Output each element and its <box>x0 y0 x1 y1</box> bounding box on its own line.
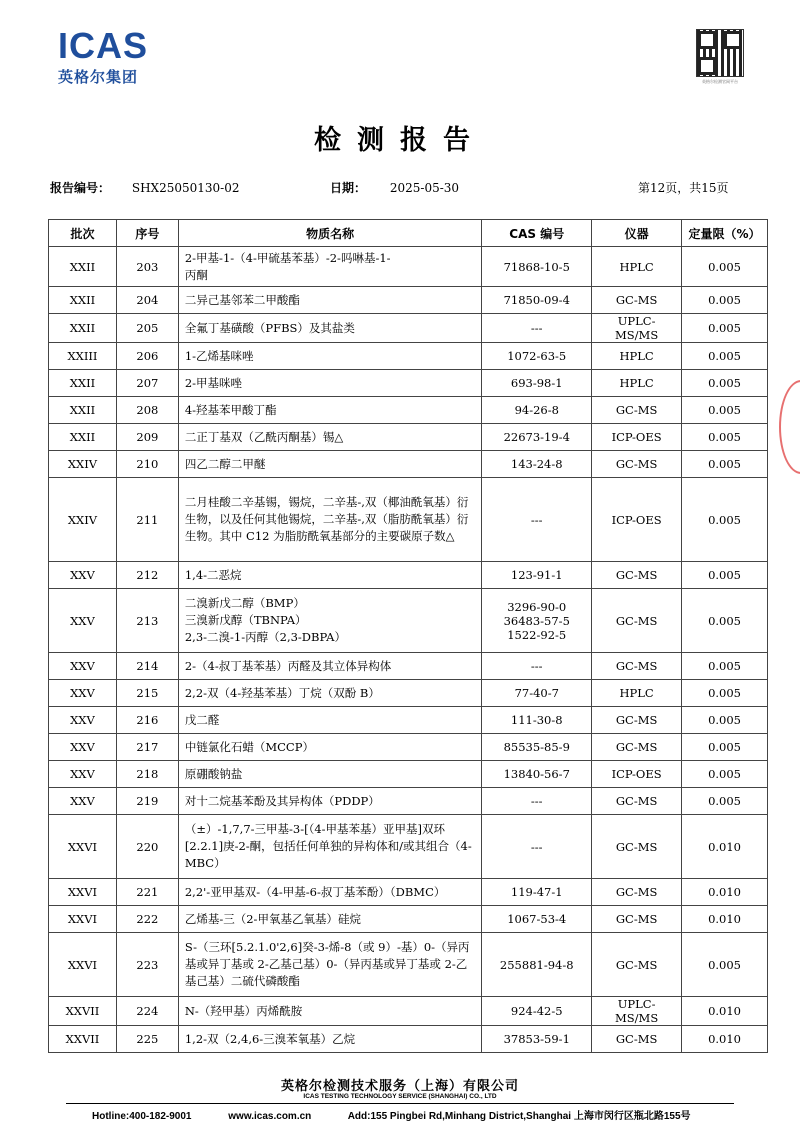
cell-name: S-（三环[5.2.1.0'2,6]癸-3-烯-8（或 9）-基）0-（异丙基或异丁基或 2-乙基己基）0-（异丙基或异丁基或 2-乙基己基）二硫代磷酸酯 <box>178 933 481 997</box>
cell-batch: XXV <box>49 653 117 680</box>
cell-inst: GC-MS <box>592 562 682 589</box>
cell-cas: 123-91-1 <box>482 562 592 589</box>
cell-batch: XXV <box>49 562 117 589</box>
cell-name: 四乙二醇二甲醚 <box>178 451 481 478</box>
cell-name: N-（羟甲基）丙烯酰胺 <box>178 997 481 1026</box>
table-row <box>49 761 768 788</box>
cell-batch: XXVI <box>49 933 117 997</box>
cell-name: 乙烯基-三（2-甲氧基乙氧基）硅烷 <box>178 906 481 933</box>
cell-no: 220 <box>116 815 178 879</box>
cell-inst: GC-MS <box>592 1026 682 1053</box>
cell-lim: 0.005 <box>682 343 768 370</box>
cell-lim: 0.005 <box>682 451 768 478</box>
cell-name: 二溴新戊二醇（BMP） 三溴新戊醇（TBNPA） 2,3-二溴-1-丙醇（2,3-DBPA） <box>178 589 481 653</box>
cell-batch: XXV <box>49 788 117 815</box>
cell-batch: XXVI <box>49 879 117 906</box>
cell-lim: 0.005 <box>682 397 768 424</box>
cell-cas: 143-24-8 <box>482 451 592 478</box>
report-number <box>50 179 239 196</box>
cell-name: 中链氯化石蜡（MCCP） <box>178 734 481 761</box>
table-row <box>49 478 768 562</box>
cell-lim: 0.010 <box>682 815 768 879</box>
cell-lim: 0.005 <box>682 287 768 314</box>
cell-no: 225 <box>116 1026 178 1053</box>
header-substance: 物质名称 <box>178 220 481 247</box>
cell-no: 207 <box>116 370 178 397</box>
cell-no: 223 <box>116 933 178 997</box>
cell-cas: 119-47-1 <box>482 879 592 906</box>
cell-lim: 0.005 <box>682 653 768 680</box>
cell-no: 217 <box>116 734 178 761</box>
cell-name: 戊二醛 <box>178 707 481 734</box>
cell-inst: GC-MS <box>592 589 682 653</box>
cell-lim: 0.010 <box>682 1026 768 1053</box>
qr-code-icon <box>696 29 744 77</box>
report-number-value: SHX25050130-02 <box>131 181 240 195</box>
footer-hotline: Hotline:400-182-9001 <box>92 1111 192 1122</box>
date-label: 日期： <box>330 181 367 195</box>
logo-text: ICAS <box>58 25 149 66</box>
cell-no: 218 <box>116 761 178 788</box>
cell-cas: 1067-53-4 <box>482 906 592 933</box>
cell-no: 221 <box>116 879 178 906</box>
header-cas: CAS 编号 <box>482 220 592 247</box>
footer-divider <box>66 1103 734 1104</box>
cell-name: 二月桂酸二辛基锡，锡烷，二辛基-,双（椰油酰氧基）衍生物，以及任何其他锡烷，二辛基-,双（脂肪酰氧基）衍生物。其中 C12 为脂肪酰氧基部分的主要碳原子数△ <box>178 478 481 562</box>
footer-company-en: ICAS TESTING TECHNOLOGY SERVICE (SHANGHAI) CO., LTD <box>303 1093 497 1100</box>
cell-batch: XXII <box>49 287 117 314</box>
cell-lim: 0.005 <box>682 370 768 397</box>
cell-cas: --- <box>482 653 592 680</box>
cell-cas: 111-30-8 <box>482 707 592 734</box>
cell-inst: GC-MS <box>592 451 682 478</box>
table-row <box>49 653 768 680</box>
cell-name: 2,2-双（4-羟基苯基）丁烷（双酚 B） <box>178 680 481 707</box>
cell-name: 二正丁基双（乙酰丙酮基）锡△ <box>178 424 481 451</box>
cell-batch: XXIV <box>49 478 117 562</box>
cell-batch: XXII <box>49 370 117 397</box>
seal-stamp <box>779 380 800 474</box>
cell-no: 214 <box>116 653 178 680</box>
cell-no: 222 <box>116 906 178 933</box>
cell-lim: 0.005 <box>682 680 768 707</box>
cell-batch: XXV <box>49 761 117 788</box>
footer-website[interactable]: www.icas.com.cn <box>228 1111 312 1122</box>
cell-cas: 924-42-5 <box>482 997 592 1026</box>
page-title: 检测报告 <box>314 125 486 156</box>
footer-address: Add:155 Pingbei Rd,Minhang District,Shanghai 上海市闵行区瓶北路155号 <box>347 1111 691 1122</box>
cell-inst: GC-MS <box>592 879 682 906</box>
cell-cas: 94-26-8 <box>482 397 592 424</box>
table-row <box>49 343 768 370</box>
cell-no: 212 <box>116 562 178 589</box>
cell-batch: XXIII <box>49 343 117 370</box>
cell-no: 205 <box>116 314 178 343</box>
table-header-row <box>49 220 768 247</box>
cell-lim: 0.005 <box>682 314 768 343</box>
cell-batch: XXV <box>49 707 117 734</box>
cell-no: 209 <box>116 424 178 451</box>
cell-no: 224 <box>116 997 178 1026</box>
cell-name: 2-（4-叔丁基苯基）丙醛及其立体异构体 <box>178 653 481 680</box>
cell-inst: GC-MS <box>592 287 682 314</box>
header-batch: 批次 <box>49 220 117 247</box>
cell-cas: 77-40-7 <box>482 680 592 707</box>
report-date <box>330 179 459 196</box>
cell-cas: 85535-85-9 <box>482 734 592 761</box>
cell-cas: 1072-63-5 <box>482 343 592 370</box>
cell-cas: 37853-59-1 <box>482 1026 592 1053</box>
cell-inst: GC-MS <box>592 734 682 761</box>
footer-contact <box>92 1107 725 1122</box>
cell-name: 2-甲基咪唑 <box>178 370 481 397</box>
table-row <box>49 397 768 424</box>
cell-batch: XXVI <box>49 906 117 933</box>
cell-batch: XXIV <box>49 451 117 478</box>
cell-batch: XXVI <box>49 815 117 879</box>
cell-no: 208 <box>116 397 178 424</box>
report-number-label: 报告编号： <box>50 181 111 195</box>
table-row <box>49 707 768 734</box>
cell-name: 2-甲基-1-（4-甲硫基苯基）-2-吗啉基-1- 丙酮 <box>178 247 481 287</box>
cell-no: 211 <box>116 478 178 562</box>
cell-cas: --- <box>482 815 592 879</box>
header-instrument: 仪器 <box>592 220 682 247</box>
header-no: 序号 <box>116 220 178 247</box>
table-row <box>49 589 768 653</box>
cell-inst: HPLC <box>592 680 682 707</box>
table-row <box>49 788 768 815</box>
footer-company-cn: 英格尔检测技术服务（上海）有限公司 <box>280 1079 519 1094</box>
table-row <box>49 815 768 879</box>
cell-name: （±）-1,7,7-三甲基-3-[（4-甲基苯基）亚甲基]双环[2.2.1]庚-2-酮，包括任何单独的异构体和/或其组合（4-MBC） <box>178 815 481 879</box>
cell-inst: GC-MS <box>592 397 682 424</box>
cell-batch: XXII <box>49 424 117 451</box>
table-row <box>49 734 768 761</box>
cell-lim: 0.010 <box>682 879 768 906</box>
cell-cas: 255881-94-8 <box>482 933 592 997</box>
table-row <box>49 933 768 997</box>
cell-no: 203 <box>116 247 178 287</box>
cell-no: 216 <box>116 707 178 734</box>
cell-name: 原硼酸钠盐 <box>178 761 481 788</box>
cell-name: 4-羟基苯甲酸丁酯 <box>178 397 481 424</box>
cell-lim: 0.005 <box>682 424 768 451</box>
cell-inst: GC-MS <box>592 933 682 997</box>
cell-lim: 0.005 <box>682 247 768 287</box>
cell-lim: 0.005 <box>682 788 768 815</box>
cell-inst: HPLC <box>592 343 682 370</box>
cell-name: 1,2-双（2,4,6-三溴苯氧基）乙烷 <box>178 1026 481 1053</box>
cell-inst: GC-MS <box>592 653 682 680</box>
cell-lim: 0.005 <box>682 589 768 653</box>
table-body <box>49 247 768 1053</box>
cell-cas: 693-98-1 <box>482 370 592 397</box>
table-row <box>49 562 768 589</box>
cell-inst: ICP-OES <box>592 761 682 788</box>
cell-no: 206 <box>116 343 178 370</box>
cell-cas: --- <box>482 314 592 343</box>
cell-no: 210 <box>116 451 178 478</box>
cell-inst: GC-MS <box>592 707 682 734</box>
qr-caption: 英格尔检测官网平台 <box>702 79 738 84</box>
cell-cas: 13840-56-7 <box>482 761 592 788</box>
cell-lim: 0.005 <box>682 707 768 734</box>
table-row <box>49 287 768 314</box>
table-row <box>49 879 768 906</box>
cell-name: 全氟丁基磺酸（PFBS）及其盐类 <box>178 314 481 343</box>
table-row <box>49 370 768 397</box>
cell-inst: GC-MS <box>592 906 682 933</box>
cell-name: 1-乙烯基咪唑 <box>178 343 481 370</box>
cell-batch: XXII <box>49 247 117 287</box>
cell-name: 对十二烷基苯酚及其异构体（PDDP） <box>178 788 481 815</box>
cell-lim: 0.005 <box>682 734 768 761</box>
table-row <box>49 997 768 1026</box>
cell-inst: ICP-OES <box>592 424 682 451</box>
cell-inst: HPLC <box>592 370 682 397</box>
table-row <box>49 1026 768 1053</box>
cell-lim: 0.005 <box>682 933 768 997</box>
cell-inst: ICP-OES <box>592 478 682 562</box>
cell-inst: UPLC-MS/MS <box>592 997 682 1026</box>
company-logo <box>58 25 168 87</box>
cell-lim: 0.010 <box>682 997 768 1026</box>
header-limit: 定量限（%） <box>682 220 768 247</box>
table-row <box>49 906 768 933</box>
cell-batch: XXVII <box>49 997 117 1026</box>
cell-lim: 0.005 <box>682 478 768 562</box>
cell-name: 1,4-二恶烷 <box>178 562 481 589</box>
cell-cas: --- <box>482 478 592 562</box>
cell-inst: GC-MS <box>592 815 682 879</box>
cell-cas: --- <box>482 788 592 815</box>
cell-cas: 71868-10-5 <box>482 247 592 287</box>
cell-inst: UPLC-MS/MS <box>592 314 682 343</box>
cell-batch: XXII <box>49 397 117 424</box>
cell-inst: HPLC <box>592 247 682 287</box>
cell-lim: 0.005 <box>682 761 768 788</box>
cell-no: 215 <box>116 680 178 707</box>
substance-table <box>48 219 768 1053</box>
cell-name: 2,2'-亚甲基双-（4-甲基-6-叔丁基苯酚）（DBMC） <box>178 879 481 906</box>
logo-subtitle: 英格尔集团 <box>58 68 139 86</box>
table-row <box>49 247 768 287</box>
cell-batch: XXVII <box>49 1026 117 1053</box>
cell-batch: XXV <box>49 734 117 761</box>
table-row <box>49 424 768 451</box>
cell-inst: GC-MS <box>592 788 682 815</box>
cell-cas: 22673-19-4 <box>482 424 592 451</box>
cell-no: 213 <box>116 589 178 653</box>
table-row <box>49 680 768 707</box>
table-row <box>49 314 768 343</box>
date-value: 2025-05-30 <box>389 181 460 195</box>
cell-lim: 0.010 <box>682 906 768 933</box>
cell-batch: XXV <box>49 680 117 707</box>
cell-lim: 0.005 <box>682 562 768 589</box>
cell-cas: 3296-90-0 36483-57-5 1522-92-5 <box>482 589 592 653</box>
cell-name: 二异己基邻苯二甲酸酯 <box>178 287 481 314</box>
cell-cas: 71850-09-4 <box>482 287 592 314</box>
cell-batch: XXV <box>49 589 117 653</box>
page-number: 第12页，共15页 <box>638 181 729 195</box>
cell-batch: XXII <box>49 314 117 343</box>
cell-no: 204 <box>116 287 178 314</box>
table-row <box>49 451 768 478</box>
cell-no: 219 <box>116 788 178 815</box>
